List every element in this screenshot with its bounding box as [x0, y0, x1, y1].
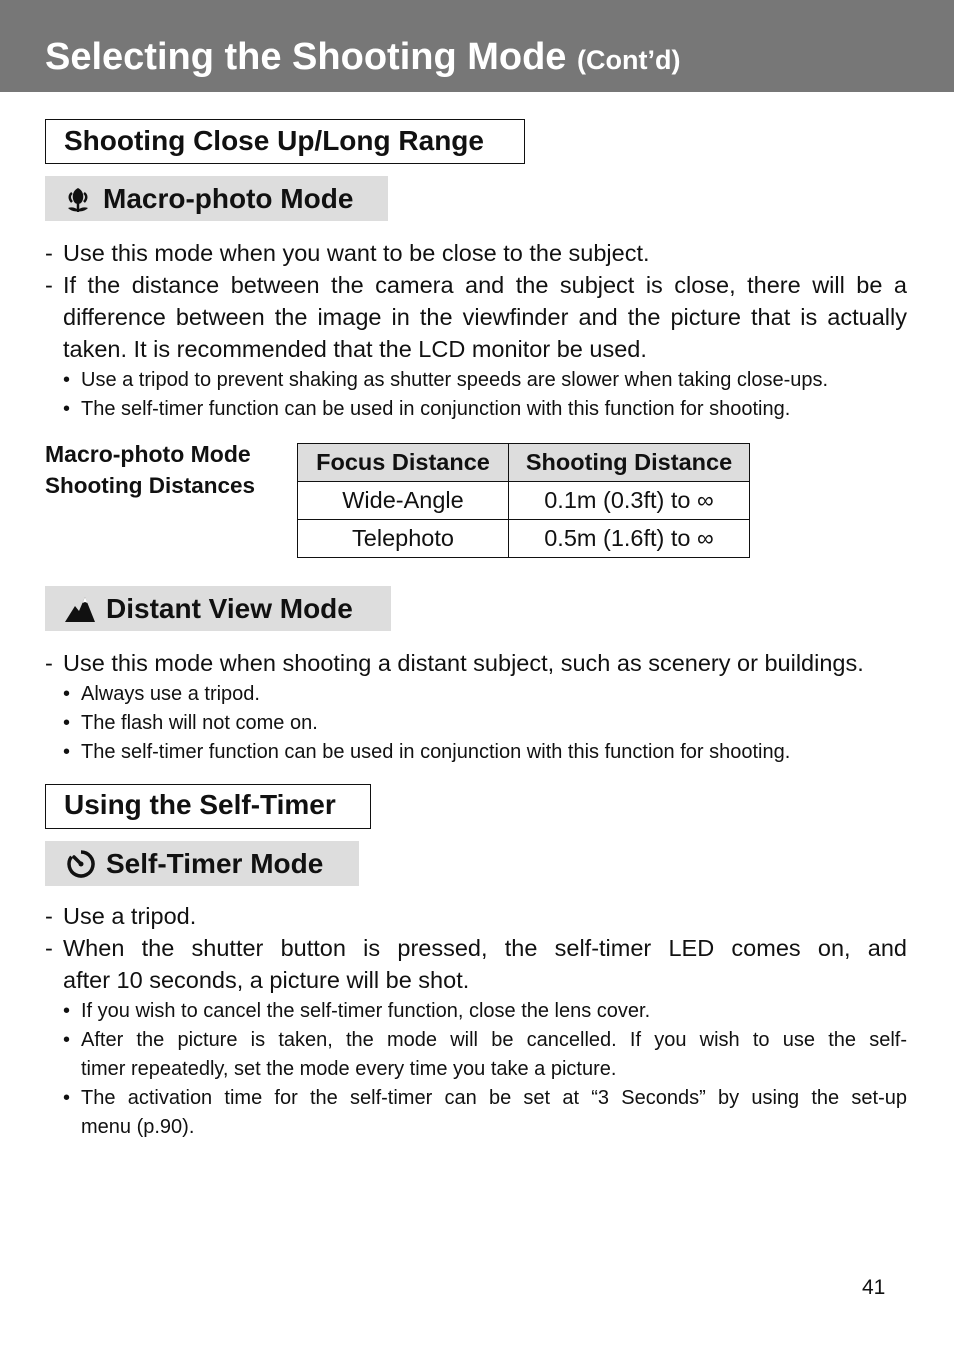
page-title-subtitle: (Cont’d): [577, 45, 681, 75]
table-cell: Telephoto: [298, 520, 509, 558]
page-title: [45, 34, 680, 83]
table-header-row: [298, 444, 750, 482]
distant-mode-heading-label: Distant View Mode: [106, 592, 353, 624]
section-heading-self-timer-label: Using the Self-Timer: [64, 789, 336, 820]
table-row: [298, 482, 750, 520]
table-label-line-2: Shooting Distances: [45, 473, 256, 498]
self-timer-mode-heading: [45, 841, 359, 886]
section-heading-close-up: [45, 119, 525, 164]
table-cell: 0.5m (1.6ft) to ∞: [509, 520, 750, 558]
tulip-icon: [63, 184, 93, 214]
macro-mode-heading-label: Macro-photo Mode: [103, 182, 354, 214]
section-heading-self-timer: [45, 784, 371, 829]
shooting-distances-table: [297, 443, 750, 558]
table-header-shooting-distance: Shooting Distance: [509, 444, 750, 482]
table-cell: Wide-Angle: [298, 482, 509, 520]
self-timer-icon: [65, 848, 97, 880]
table-header-focus-distance: Focus Distance: [298, 444, 509, 482]
table-label-line-1: Macro-photo Mode: [45, 441, 251, 467]
table-row: [298, 520, 750, 558]
distant-mode-heading: [45, 586, 391, 631]
mountain-icon: [63, 594, 97, 624]
page-number: 41: [862, 1276, 886, 1299]
section-heading-close-up-label: Shooting Close Up/Long Range: [64, 125, 484, 156]
macro-mode-heading: [45, 176, 388, 221]
self-timer-mode-heading-label: Self-Timer Mode: [106, 847, 324, 879]
table-cell: 0.1m (0.3ft) to ∞: [509, 482, 750, 520]
page-title-main: Selecting the Shooting Mode: [45, 36, 567, 78]
